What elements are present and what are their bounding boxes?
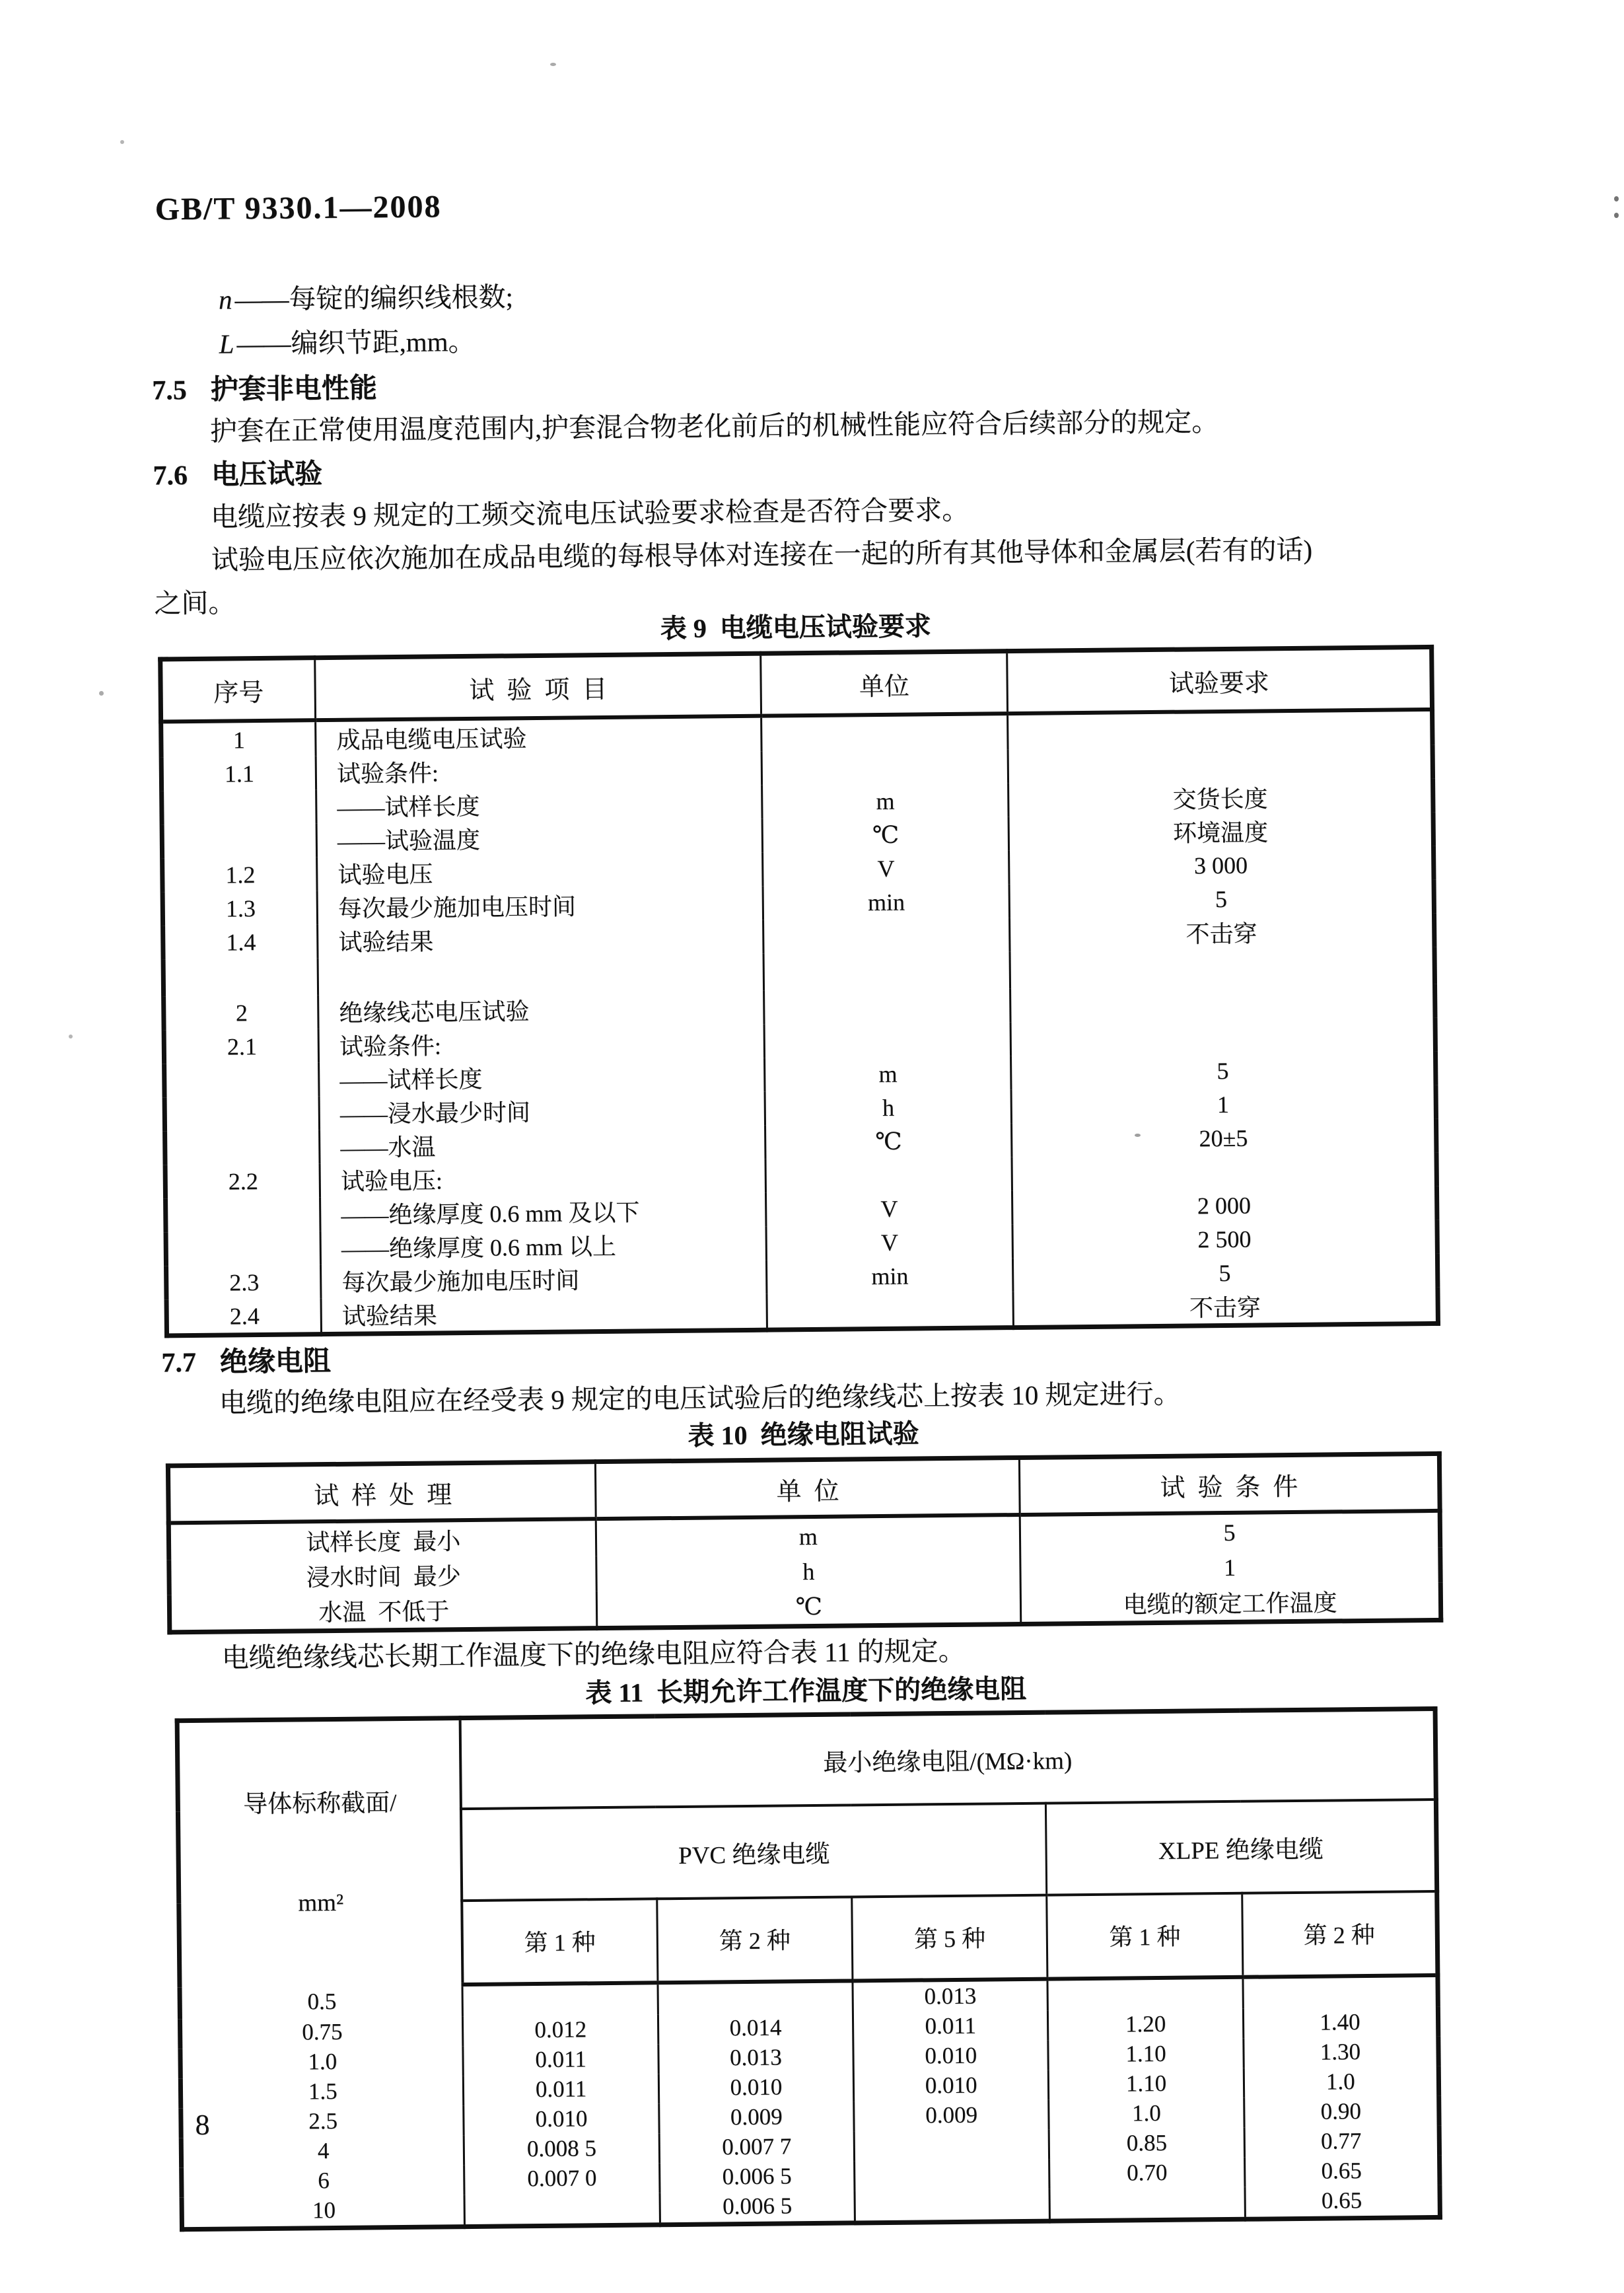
cell: 0.014 <box>658 2012 853 2044</box>
cell: 1 <box>1020 1548 1440 1587</box>
cell: 1.20 <box>1048 2008 1244 2040</box>
cell: 0.006 5 <box>660 2191 855 2224</box>
cell <box>166 1197 321 1232</box>
section-number: 7.7 <box>161 1347 197 1379</box>
symbol-L: L <box>219 328 234 359</box>
cell: ℃ <box>765 1123 1012 1159</box>
cell: 0.013 <box>853 1979 1048 2012</box>
cell: ——绝缘厚度 0.6 mm 以上 <box>320 1227 766 1264</box>
definition-L-text: ——编织节距,mm。 <box>236 326 476 359</box>
symbol-n: n <box>218 284 232 315</box>
cell: 5 <box>1009 880 1434 918</box>
cell: 0.010 <box>658 2072 854 2103</box>
cell: 1.10 <box>1048 2038 1244 2070</box>
cell: 试验结果 <box>321 1294 767 1334</box>
cell: 试验电压 <box>317 853 763 891</box>
cell <box>1243 1975 1438 2008</box>
section-number: 7.6 <box>153 460 188 491</box>
cell: 0.70 <box>1049 2157 1245 2189</box>
cell: V <box>766 1190 1013 1227</box>
column-header: 试 验 项 目 <box>315 653 761 720</box>
cell: V <box>766 1224 1013 1260</box>
table10 <box>166 1451 1443 1635</box>
cell: h <box>765 1089 1012 1126</box>
cell: 试验电压: <box>320 1159 765 1197</box>
cell: 环境温度 <box>1008 813 1433 850</box>
cell <box>164 1062 320 1097</box>
cell: 0.010 <box>853 2040 1049 2072</box>
column-header: 第 2 种 <box>656 1897 853 1982</box>
cell: 每次最少施加电压时间 <box>317 887 763 924</box>
cell <box>855 2159 1050 2191</box>
cell <box>764 988 1011 1025</box>
section-heading-7-7 <box>161 1339 331 1380</box>
cell: 0.007 7 <box>659 2131 855 2163</box>
section-title: 绝缘电阻 <box>219 1346 332 1378</box>
section-number: 7.5 <box>152 375 188 406</box>
table-header-row <box>160 647 1432 721</box>
column-header: 第 1 种 <box>462 1899 658 1984</box>
cell: 试验条件: <box>316 752 761 789</box>
column-header: 试验要求 <box>1007 647 1432 713</box>
cell: 0.85 <box>1049 2127 1244 2159</box>
cell: 1.40 <box>1243 2006 1438 2038</box>
cell <box>658 1981 853 2014</box>
section-heading-7-5 <box>152 366 377 408</box>
cell <box>763 951 1010 991</box>
section-heading-7-6 <box>153 452 322 493</box>
cell: 0.011 <box>464 2074 659 2105</box>
group-header-xlpe: XLPE 绝缘电缆 <box>1046 1800 1437 1895</box>
cell: ——试样长度 <box>316 785 762 823</box>
column-header: 序号 <box>160 658 316 722</box>
cell <box>1012 1153 1436 1190</box>
cell <box>854 2129 1049 2161</box>
cell: 成品电缆电压试验 <box>316 716 761 756</box>
cell: ——绝缘厚度 0.6 mm 及以下 <box>320 1193 766 1231</box>
cell: 1.0 <box>1244 2066 1439 2097</box>
cell: 20±5 <box>1012 1119 1436 1157</box>
cell: 0.011 <box>463 2044 658 2076</box>
cell: 1.1 <box>224 760 255 787</box>
page-number: 8 <box>195 2108 210 2142</box>
cell: m <box>596 1515 1020 1556</box>
cell: 4 <box>317 2138 330 2164</box>
cell: 0.65 <box>1245 2185 1440 2218</box>
cell <box>462 1983 658 2016</box>
cell: 0.75 <box>302 2018 343 2045</box>
cell: 0.007 0 <box>464 2163 660 2195</box>
cell: 0.008 5 <box>464 2133 660 2165</box>
cell: 0.006 5 <box>659 2161 855 2193</box>
column-header: 试 验 条 件 <box>1019 1453 1440 1515</box>
corner-header-line2: mm² <box>298 1889 344 1917</box>
cell: 10 <box>312 2197 336 2224</box>
span-header: 最小绝缘电阻/(MΩ·km) <box>460 1708 1436 1809</box>
cell: 0.009 <box>658 2101 854 2133</box>
cell: min <box>763 884 1010 920</box>
column-header: 第 5 种 <box>852 1895 1048 1981</box>
cell: 0.013 <box>658 2042 854 2074</box>
cell <box>855 2189 1050 2222</box>
scan-speck <box>1614 196 1619 201</box>
scan-speck <box>1135 1134 1141 1137</box>
cell: min <box>767 1258 1014 1294</box>
cell: 1.5 <box>308 2078 337 2105</box>
corner-header-line1: 导体标称截面/ <box>242 1789 397 1819</box>
section-title: 护套非电性能 <box>210 373 378 406</box>
cell: 2.4 <box>229 1302 260 1329</box>
cell: h <box>596 1552 1020 1591</box>
cell <box>761 749 1008 785</box>
definition-n-text: ——每锭的编织线根数; <box>234 281 514 315</box>
cell <box>164 1096 320 1131</box>
column-header: 第 1 种 <box>1047 1893 1243 1979</box>
cell <box>761 713 1008 752</box>
cell <box>1049 2187 1245 2220</box>
cell <box>1008 710 1432 749</box>
table11 <box>175 1706 1442 2232</box>
scan-speck <box>69 1035 73 1038</box>
cell <box>1010 947 1434 988</box>
cell: 1.3 <box>225 894 256 922</box>
cell <box>163 958 318 996</box>
cell: 浸水时间 最少 <box>306 1563 461 1591</box>
cell: 0.5 <box>307 1988 337 2014</box>
paragraph-7-7-2: 电缆绝缘线芯长期工作温度下的绝缘电阻应符合表 11 的规定。 <box>221 1635 966 1673</box>
cell: 电缆的额定工作温度 <box>1020 1583 1440 1624</box>
cell: 0.77 <box>1244 2125 1440 2157</box>
cell: ——试样长度 <box>319 1058 765 1096</box>
standard-number: GB/T 9330.1—2008 <box>155 189 442 227</box>
cell: ——试验温度 <box>316 819 762 857</box>
definition-n <box>219 275 513 316</box>
scan-speck <box>1614 213 1619 218</box>
cell: 1 <box>232 726 246 753</box>
scan-speck <box>550 63 556 66</box>
column-header: 第 2 种 <box>1242 1891 1438 1977</box>
section-title: 电压试验 <box>211 459 323 491</box>
cell: 不击穿 <box>1013 1288 1438 1328</box>
cell <box>318 954 763 995</box>
cell: 0.010 <box>853 2070 1049 2101</box>
definition-L <box>219 320 475 361</box>
cell: 6 <box>318 2167 330 2194</box>
cell: 5 <box>1011 1052 1436 1089</box>
table11-caption: 表 11 长期允许工作温度下的绝缘电阻 <box>585 1673 1027 1708</box>
cell <box>162 789 317 824</box>
cell: 试样长度 最小 <box>306 1528 461 1556</box>
cell: 1.4 <box>226 928 256 955</box>
cell: 试验条件: <box>318 1025 764 1062</box>
cell: 1 <box>1011 1085 1436 1123</box>
cell <box>1010 1018 1435 1056</box>
table-header-row <box>177 1708 1436 1811</box>
cell: ℃ <box>762 817 1009 853</box>
table10-caption: 表 10 绝缘电阻试验 <box>688 1418 919 1451</box>
cell: 2 000 <box>1012 1186 1437 1224</box>
cell: 0.009 <box>854 2099 1049 2131</box>
column-header: 单位 <box>761 651 1008 716</box>
cell: 2.2 <box>228 1167 259 1194</box>
paragraph-7-6-2: 试验电压应依次施加在成品电缆的每根导体对连接在一起的所有其他导体和金属层(若有的话) <box>211 534 1313 575</box>
cell: 2 500 <box>1012 1220 1437 1258</box>
cell: V <box>763 850 1010 887</box>
cell: 2.1 <box>227 1033 258 1060</box>
cell: 1.2 <box>225 861 256 888</box>
table9-caption: 表 9 电缆电压试验要求 <box>660 611 931 644</box>
cell: 5 <box>1020 1511 1440 1552</box>
cell: 水温 不低于 <box>318 1598 450 1626</box>
cell: 0.011 <box>853 2010 1048 2042</box>
cell: 不击穿 <box>1010 914 1434 951</box>
cell <box>1010 984 1435 1022</box>
scan-speck <box>120 140 124 144</box>
cell: m <box>765 1056 1012 1092</box>
cell <box>162 823 317 858</box>
cell <box>165 1130 320 1165</box>
cell: 5 <box>1013 1254 1438 1292</box>
cell <box>166 1231 321 1266</box>
cell: 绝缘线芯电压试验 <box>318 991 764 1029</box>
cell: 交货长度 <box>1008 779 1433 817</box>
cell: 3 000 <box>1009 846 1434 884</box>
cell: 2.5 <box>308 2107 338 2134</box>
paragraph-7-6-2-continued: 之间。 <box>154 587 236 619</box>
cell <box>1008 745 1432 783</box>
cell <box>1047 1977 1243 2010</box>
cell: 1.0 <box>1049 2097 1244 2129</box>
cell <box>464 2193 660 2226</box>
cell: 1.10 <box>1049 2068 1244 2099</box>
table9 <box>158 645 1440 1338</box>
cell: ℃ <box>597 1587 1021 1628</box>
group-header-pvc: PVC 绝缘电缆 <box>461 1803 1047 1901</box>
cell: 1.30 <box>1243 2036 1438 2068</box>
cell: 2.3 <box>229 1268 260 1295</box>
cell: 0.65 <box>1244 2155 1440 2187</box>
cell: m <box>762 783 1009 819</box>
cell: 试验结果 <box>318 920 763 958</box>
cell <box>764 1022 1011 1058</box>
cell: ——浸水最少时间 <box>319 1092 765 1130</box>
cell: 0.010 <box>464 2103 659 2135</box>
cell: 0.012 <box>463 2014 658 2046</box>
cell <box>767 1292 1014 1330</box>
corner-header <box>177 1718 462 1987</box>
cell: 2 <box>235 999 248 1026</box>
column-header: 单 位 <box>596 1458 1020 1519</box>
cell <box>765 1157 1012 1193</box>
paragraph-7-5: 护套在正常使用温度范围内,护套混合物老化前后的机械性能应符合后续部分的规定。 <box>209 406 1219 447</box>
scan-speck <box>99 691 104 696</box>
paragraph-7-6-1: 电缆应按表 9 规定的工频交流电压试验要求检查是否符合要求。 <box>210 494 970 532</box>
cell: 1.0 <box>308 2048 337 2075</box>
cell: 0.90 <box>1244 2095 1439 2127</box>
cell: ——水温 <box>320 1126 765 1163</box>
column-header: 试 样 处 理 <box>168 1462 596 1523</box>
paragraph-7-7-1: 电缆的绝缘电阻应在经受表 9 规定的电压试验后的绝缘线芯上按表 10 规定进行。 <box>219 1378 1181 1418</box>
cell <box>763 918 1010 954</box>
cell: 每次最少施加电压时间 <box>321 1260 767 1298</box>
